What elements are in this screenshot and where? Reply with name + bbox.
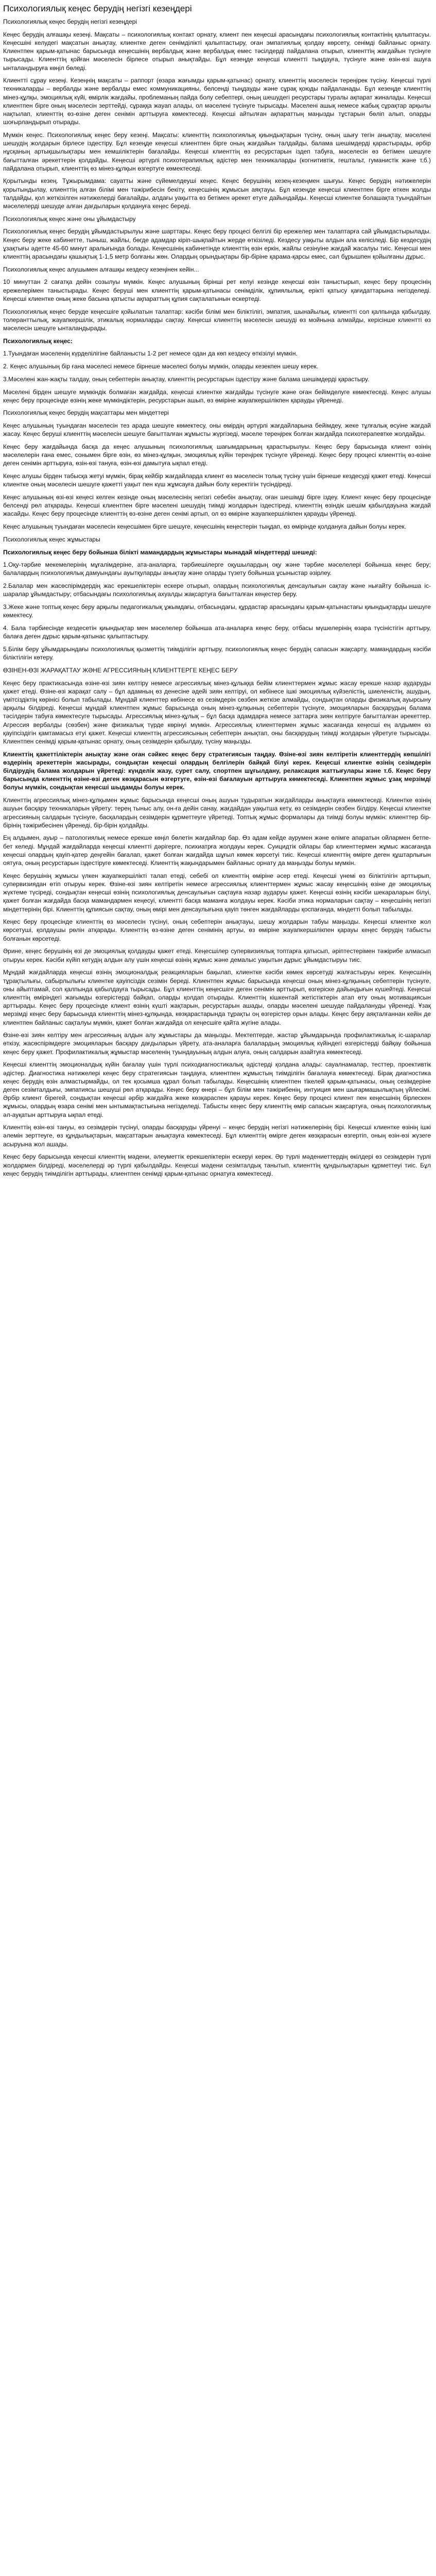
paragraph: Клиентті сұрау кезеңі. Кезеңнің мақсаты – раппорт (өзара жағымды қарым-қатынас) орнату, клиенттің мәселесін тереңірек түсіну. Кеңесші түрлі техникаларды – вербалды және вербалды емес коммуникацияны, белсенді тыңдауды және сұрақ қоюды пайдаланады. Бұл кезеңде клиенттің мінез-құлқы, эмоциялық күйі, өмірлік жағдайы, проблеманың пайда болу себептері, оның шешудегі ресурстары туралы ақпарат жиналады. Кеңесші клиентпен бірге оның мәселесін зерттейді, сұраққа жауап алады, ол мәселені түсінуге тырысады. Мәселені ашық немесе жабық сұрақтар арқылы нақтылап, клиенттің өз-өзіне деген сенімін арттыруға көмектеседі. Кеңесші айтылған ақпараттың маңызды тұстарын бөліп алып, оларды шоғырландырып отырады.	[3, 77, 431, 126]
paragraph: Кеңес беру практикасында өзіне-өзі зиян келтіру немесе агрессиялық мінез-құлыққа бейім клиенттермен жұмыс жасау ерекше назар аударуды қажет етеді. Өзіне-өзі жарақат салу – бұл адамның өз денесіне әдейі зиян келтіруі, ол көбінесе ішкі эмоциялық күйзелістің, шиеленістің, ашудың, үмітсіздіктің көрінісі болып табылады. Мұндай клиенттер көбінесе өз сезімдерін сөзбен жеткізе алмайды, сондықтан оларды физикалық ауырсыну арқылы білдіреді. Кеңесші мұндай клиентпен жұмыс барысында оның мінез-құлқының себептерін түсінуге, эмоцияларын басқарудың балама тәсілдерін табуға көмектесуге тырысады. Агрессиялық мінез-құлық – бұл басқа адамдарға немесе заттарға зиян келтіруге бағытталған әрекеттер. Агрессия вербалды (сөзбен) және физикалық түрде көрінуі мүмкін. Агрессиялық клиенттермен жұмыс жасағанда кеңесші ең алдымен өз қауіпсіздігін қамтамасыз етуі қажет. Кеңесші клиенттің агрессиясының себептерін анықтап, оны басқарудың тиімді жолдарын үйретуге тырысады. Клиентпен сенімді қарым-қатынас орнату, оның сезімдерін қабылдау, түсіну маңызды.	[3, 679, 431, 745]
paragraph: Кеңес беру барысында кеңесші клиенттің мәдени, әлеуметтік ерекшеліктерін ескеруі керек. Әр түрлі мәдениеттердің өкілдері өз сезімдерін түрлі жолдармен білдіреді, мәселелерді әр түрлі қабылдайды. Кеңесші мәдени сезімталдық танытып, клиенттің құндылықтарын құрметтеуі тиіс. Бұл кеңес берудің тиімділігін арттырады, клиентпен сенімді қарым-қатынас орнатуға көмектеседі.	[3, 1153, 431, 1177]
paragraph: 2.Балалар мен жасөспірімдердің жас ерекшеліктерін ескере отырып, олардың психологиялық денсаулығын сақтау және нығайту бойынша іс-шаралар ұйымдастыру; отбасындағы психологиялық ахуалды жақсартуға бағытталған кеңестер беру.	[3, 582, 431, 598]
paragraph: 1.Оқу-тәрбие мекемелерінің мұғалімдеріне, ата-аналарға, тәрбиешілерге оқушылардың оқу және тәрбие мәселелері бойынша кеңес беру; балалардың психологиялық дамуындағы ауытқуларды анықтау және оларды түзету бойынша ұсыныстар әзірлеу.	[3, 561, 431, 577]
paragraph: 5.Білім беру ұйымдарындағы психологиялық қызметтің тиімділігін арттыру, психологиялық кеңес берудің сапасын жақсарту, мамандардың кәсіби біліктілігін көтеру.	[3, 645, 431, 662]
paragraph: 4. Бала тәрбиесінде кездесетін қиындықтар мен мәселелер бойынша ата-аналарға кеңес беру, отбасы мүшелерінің өзара түсіністігін арттыру, балаға деген дұрыс қарым-қатынас қалыптастыру.	[3, 624, 431, 640]
paragraph: Клиенттің агрессиялық мінез-құлқымен жұмыс барысында кеңесші оның ашуын тудыратын жағдайларды анықтауға көмектеседі. Клиентке өзінің ашуын басқару техникаларын үйрету: терең тыныс алу, он-ға дейін санау, жағдайдан уақытша кету, өз сезімдерін сөзбен білдіру. Кеңесші клиентке агрессияның салдарын түсінуге, басқалардың сезімдерін құрметтеуге үйретеді. Топтық жұмыс формалары да тиімді болуы мүмкін: клиенттер бір-бірінің тәжірибесінен үйренеді, бір-бірін қолдайды.	[3, 796, 431, 829]
paragraph: Әрине, кеңес берушінің өзі де эмоциялық қолдауды қажет етеді. Кеңесшілер супервизиялық топтарға қатысып, әріптестерімен тәжірибе алмасып отыруы керек. Кәсіби күйіп кетудің алдын алу үшін кеңесші өзінің жұмыс және демалыс уақытын дұрыс ұйымдастыруы тиіс.	[3, 947, 431, 963]
paragraph: 1.Туындаған мәселенің күрделілігіне байланысты 1-2 рет немесе одан да көп кездесу өткізілуі мүмкін.	[3, 350, 298, 358]
paragraph: ӨЗІНЕН-ӨЗІ ЖАРАҚАТТАУ ЖӘНЕ АГРЕССИЯНЫҢ КЛИЕНТТЕРГЕ КЕҢЕС БЕРУ	[3, 666, 238, 674]
paragraph: Кеңесші клиенттің эмоционалдық күйін бағалау үшін түрлі психодиагностикалық әдістерді қолдана алады: сауалнамалар, тесттер, проективтік әдістер. Диагностика нәтижелері кеңес беру стратегиясын таңдауға, клиентпен жұмыстың тиімділігін бағалауға көмектеседі. Бірақ диагностика кеңес берудің өзін алмастырмайды, ол тек қосымша құрал болып табылады. Кеңесшінің клиентпен тікелей қарым-қатынасы, оның сезімдеріне деген сезімталдығы, эмпатиясы шешуші рөл атқарады. Кеңес беру өнері – бұл білім мен тәжірибенің, интуиция мен шығармашылықтың үйлесімі. Әрбір клиент бірегей, сондықтан кеңесші әрбір жағдайға жеке көзқараспен қарауы керек. Кеңес беру процесі клиент пен кеңесшінің бірлескен жұмысы, олардың өзара сенімі мен ынтымақтастығына негізделеді. Табысты кеңес беру клиенттің өмір сапасын жақсартуға, оның психологиялық әл-ауқатын арттыруға ықпал етеді.	[3, 1061, 431, 1118]
paragraph: Кеңес беру процесінде клиенттің өз мәселесін түсінуі, оның себептерін анықтауы, шешу жолдарын табуы маңызды. Кеңесші клиентке жол көрсетуші, қолдаушы рөлін атқарады. Клиенттің өз-өзіне деген сенімінің артуы, өз өміріне жауапкершілікпен қарауы кеңес берудің табысты болғанын көрсетеді.	[3, 918, 431, 942]
paragraph: 2. Кеңес алушының бір ғана мәселесі немесе бірнеше мәселесі болуы мүмкін, оларды кезекпен шешу керек.	[3, 363, 319, 370]
paragraph: Психологиялық кеңес берудің негізгі кезеңдері	[3, 18, 137, 25]
document	[3, 0, 431, 1178]
section-heading: Психологиялық кеңес:	[3, 337, 73, 345]
paragraph: Өзіне-өзі зиян келтіру мен агрессияның алдын алу жұмыстары да маңызды. Мектептерде, жастар ұйымдарында профилактикалық іс-шаралар өткізу, жасөспірімдерге эмоцияларын басқару дағдыларын үйрету, ата-аналарға балалардың эмоциялық күйіндегі өзгерістерді байқау бойынша кеңес беру қажет. Профилактикалық жұмыстар мәселенің туындауының алдын алуға, оның салдарын азайтуға көмектеседі.	[3, 1031, 431, 1056]
paragraph: Психологиялық кеңес жұмыстары	[3, 535, 100, 543]
paragraph: Клиенттің өзін-өзі тануы, өз сезімдерін түсінуі, оларды басқаруды үйренуі – кеңес берудің негізгі нәтижелерінің бірі. Кеңесші клиентке өзінің ішкі әлемін зерттеуге, өз құндылықтарын, мақсаттарын анықтауға көмектеседі. Бұл клиенттің өмірге деген көзқарасын өзгертіп, оның өзін-өзі жүзеге асыруына жол ашады.	[3, 1124, 431, 1148]
paragraph: Кеңес беру жағдайында басқа да кеңес алушының психологиялық шағымдарының қарастырылуы. Кеңес беру барысында клиент өзінің мәселелерін ғана емес, сонымен бірге өзін, өз мінез-құлқын, эмоциялық күйін тереңірек түсінуге үйренеді. Кеңес беру процесі клиенттің өз-өзіне деген сенімін арттыруға, өзін-өзі тануға, өзін-өзі дамытуға ықпал етеді.	[3, 443, 431, 467]
paragraph: Мүмкін кеңес. Психологиялық кеңес беру кезеңі. Мақсаты: клиенттің психологиялық қиындықтарын түсіну, оның шығу тегін анықтау, мәселені шешудің жолдарын бірлесе іздестіру. Бұл кезеңде кеңесші клиентпен бірге оның жағдайын талдайды, балама шешімдерді қарастырады, әрбір нұсқаның артықшылықтары мен кемшіліктерін бағалайды. Кеңесші клиенттің өз ресурстарын іздеп табуға, мәселесін өз бетімен шешуге бағытталған әрекеттерін қолдайды. Кеңесші әртүрлі психотерапиялық әдістер мен техникаларды (когнитивтік, гештальт, гуманистік және т.б.) пайдалана отырып, клиенттің өз мінез-құлқын өзгертуге көмектеседі.	[3, 131, 431, 172]
paragraph: Мұндай жағдайларда кеңесші өзінің эмоционалдық реакцияларын бақылап, клиентке кәсіби көмек көрсетуді жалғастыруы керек. Кеңесшінің тұрақтылығы, сабырлылығы клиентке қауіпсіздік сезімін береді. Клиентпен жұмыс барысында кеңесші оның мінез-құлқының себептерін түсінуге, оны айыптамай, сол қалпында қабылдауға тырысады. Бұл клиенттің кеңесшіге деген сенімін арттырып, өзгеріске дайындығын күшейтеді. Кеңесші клиенттің өміріндегі жағымды өзгерістерді байқап, оларды қолдап отырады. Клиенттің кішкентай жетістіктерін атап өту оның мотивациясын арттырады. Кеңес беру процесінде клиент өзінің күшті жақтарын, ресурстарын ашады, оларды мәселені шешуде пайдалануды үйренеді. Ұзақ мерзімді кеңес беру барысында клиенттің мінез-құлқында, көзқарастарында тұрақты оң өзгерістер орын алады. Кеңес беру аяқталғаннан кейін де клиентпен байланыс сақталуы мүмкін, қажет болған жағдайда ол кеңесшіге қайта жүгіне алады.	[3, 969, 431, 1026]
paragraph: Ең алдымен, ауыр – патологиялық немесе ерекше көңіл бөлетін жағдайлар бар. Өз адам кейде аурумен және өлімге апаратын ойлармен бетпе-бет келеді. Мұндай жағдайларда кеңесші клиентті дәрігерге, психиатрға жолдауы керек. Суицидтік ойлары бар клиенттермен жұмыс жасағанда кеңесші олардың қауіп-қатер деңгейін бағалап, қажет болған жағдайда шұғыл көмек көрсетуі тиіс. Кеңесші клиенттің өмірге деген құштарлығын оятуға, оның ресурстарын іздестіруге көмектеседі. Клиенттің жақындарымен байланыс орнату да маңызды болуы мүмкін.	[3, 834, 431, 867]
section-heading: Клиенттің қажеттіліктерін анықтау және оған сәйкес кеңес беру стратегиясын таңдау. Өзіне-өзі зиян келтіретін клиенттердің көпшілігі өздерінің әрекеттерін жасырады, сондықтан кеңесші олардың белгілерін байқай білуі керек. Кеңесші клиентке өзінің сезімдерін білдірудің балама жолдарын үйретеді: күнделік жазу, сурет салу, спортпен шұғылдану, релаксация жаттығулары және т.б. Кеңес беру барысында клиенттің өзіне-өзі деген көзқарасын өзгертуге, өзін-өзі бағалауын арттыруға көмектеседі. Клиентпен жұмыс ұзақ мерзімді болуы мүмкін, сондықтан кеңесші шыдамды болуы керек.	[3, 750, 431, 791]
paragraph: Психологиялық кеңес және оны ұйымдастыру	[3, 215, 136, 223]
paragraph: Қорытынды кезең. Тұжырымдама: сауатты және сүйемелдеуші кеңес. Кеңес берушінің кезең-кезеңмен шығуы. Кеңес берудің нәтижелерін қорытындылау, клиенттің алған білімі мен тәжірибесін бекіту, кеңесшінің жұмысын аяқтауы. Бұл кезеңде кеңесші клиентпен бірге өткен жолды талдайды, қол жеткізілген нәтижелерді бағалайды, алдағы уақытта өз бетімен әрекет етуге дайындайды. Кеңесші клиентке болашақта туындайтын мәселелерді шешуде алған дағдыларын қолдануға кеңес береді.	[3, 177, 431, 210]
paragraph: Психологиялық кеңес беруде кеңесшіге қойылатын талаптар: кәсіби білімі мен біліктілігі, эмпатия, шынайылық, клиентті сол қалпында қабылдау, толеранттылық, жауапкершілік, этикалық нормаларды сақтау. Кеңесші клиенттің мәселесін шешуді өз мойнына алмайды, керісінше клиентті өз мәселесін шешуге ынталандырады.	[3, 308, 431, 332]
paragraph: Кеңес берудің алғашқы кезеңі. Мақсаты – психологиялық контакт орнату, клиент пен кеңесші арасындағы психологиялық контактінің қалыптасуы. Кеңесшіні келудегі мақсатын анықтау, клиентке деген сенімділікті қалыптастыру, оған эмпатиялық қолдау көрсету, сенімді байланыс орнату. Клиентпен қарым-қатынас барысында кеңесшінің вербалдық және вербалдық емес тәсілдерді пайдалана отырып, клиенттің жағдайын түсінуге тырысады. Клиенттің қойған мәселесін бірлесе отырып анықтайды. Бұл кезеңде кеңесші клиентті тыңдауға, түсінуге және өзін-өзі ашуға ынталандыруға көңіл бөледі.	[3, 30, 431, 72]
paragraph: Кеңес алушы бірден табысқа жетуі мүмкін, бірақ кейбір жағдайларда клиент өз мәселесін толық түсіну үшін бірнеше кездесуді қажет етеді. Кеңесші клиентке оның мәселесін шешуге қажетті уақыт пен күш жұмсауға дайын болу керектігін түсіндіреді.	[3, 472, 431, 488]
document-title: Психологиялық кеңес берудің негізгі кезеңдері	[3, 4, 192, 13]
paragraph: Кеңес алушының өзі-өзі кеңесі келген кезінде оның мәселесінің негізгі себебін анықтау, оған шешімді бірге іздеу. Клиент кеңес беру процесінде белсенді рөл атқарады. Кеңесші клиентпен бірге мәселені шешудің тиімді жолдарын іздестіреді, клиенттің өзіндік шешім қабылдауына жағдай жасайды. Кеңес беру процесінде клиенттің өз-өзіне деген сенімі артып, ол өз өміріне жауапкершілікпен қарауды үйренеді.	[3, 494, 431, 518]
paragraph: Кеңес алушының туындаған мәселесін тез арада шешуге көмектесу, оны өмірдің әртүрлі жағдайларына бейімдеу, жеке тұлғалық өсуіне жағдай жасау. Кеңес беруші клиенттің мәселесін шешуге бағытталған жұмысты жүргізеді, мәселе тереңірек болған жағдайда психотерапевтке жолдайды.	[3, 422, 431, 438]
paragraph: Кеңес алушының туындаған мәселесін кеңесшімен бірге шешуге, кеңесшінің кеңестерін тыңдап, өз өмірінде қолдануға дайын болуы керек.	[3, 523, 407, 531]
section-heading: Психологиялық кеңес беру бойынша білікті мамандардың жұмыстары мынадай міндеттерді шешеді:	[3, 548, 317, 556]
paragraph: Психологиялық кеңес алушымен алғашқы кездесу кезеңінен кейін...	[3, 265, 199, 273]
paragraph: 3.Мәселені жан-жақты талдау, оның себептерін анықтау, клиенттің ресурстарын іздестіру және балама шешімдерді қарастыру.	[3, 375, 370, 383]
document-body	[3, 18, 431, 1178]
paragraph: Психологиялық кеңес берудің мақсаттары мен міндеттері	[3, 409, 169, 417]
paragraph: 3.Жеке және топтық кеңес беру арқылы педагогикалық ұжымдағы, отбасындағы, құрдастар арасындағы қарым-қатынастағы қиындықтарды шешуге көмектесу.	[3, 603, 431, 619]
paragraph: 10 минуттан 2 сағатқа дейін созылуы мүмкін. Кеңес алушының бірінші рет келуі кезінде кеңесші өзін таныстырып, кеңес беру процесінің ережелерімен таныстырады. Кеңес беруші мен клиенттің қарым-қатынасы сенімділік, құпиялылық, ерікті қатысу қағидаттарына негізделеді. Кеңесші клиентке оның жеке басына қатысты ақпараттың құпия сақталатынын ескертеді.	[3, 278, 431, 302]
paragraph: Мәселені бірден шешуге мүмкіндік болмаған жағдайда, кеңесші клиентке жағдайды түсінуге және оған бейімделуге көмектеседі. Кеңес алушы кеңес беру процесінде өзінің жеке мүмкіндіктерін, ресурстарын ашып, өз өміріне жауапкершілікпен қарауды үйренеді.	[3, 388, 431, 404]
paragraph: Психологиялық кеңес берудің ұйымдастырылуы және шарттары. Кеңес беру процесі белгілі бір ережелер мен талаптарға сай ұйымдастырылады. Кеңес беру жеке кабинетте, тыныш, жайлы, бөгде адамдар кіріп-шықпайтын жерде өткізіледі. Кездесу уақыты алдын ала келісіледі. Бір кездесудің ұзақтығы әдетте 45-60 минут аралығында болады. Кеңесшінің кабинетінде клиенттің өзін еркін, жайлы сезінуіне жағдай жасалуы тиіс. Кеңесші мен клиенттің арасындағы қашықтық 1-1,5 метр болғаны жөн. Олардың орындықтары бір-біріне қарама-қарсы емес, сәл бұрышпен қойылғаны дұрыс.	[3, 228, 431, 261]
paragraph: Кеңес берушінің жұмысы үлкен жауапкершілікті талап етеді, себебі ол клиенттің өміріне әсер етеді. Кеңесші үнемі өз біліктілігін арттырып, супервизиядан өтіп отыруы керек. Өзіне-өзі зиян келтіретін немесе агрессиялық клиенттермен жұмыс жасау кеңесшінің өзіне де эмоциялық жүктеме түсіреді, сондықтан кеңесші өзінің психологиялық денсаулығын сақтауға назар аударуы қажет. Кеңесші өзінің кәсіби шекараларын білуі, қажет болған жағдайда басқа мамандармен кеңесуі, клиентті басқа маманға жолдауы керек. Кәсіби этика нормаларын сақтау – кеңесшінің негізгі міндеттерінің бірі. Клиенттің құпиясын сақтау, оның өмірі мен денсаулығына қауіп төнген жағдайларды қоспағанда, міндетті болып табылады.	[3, 872, 431, 913]
